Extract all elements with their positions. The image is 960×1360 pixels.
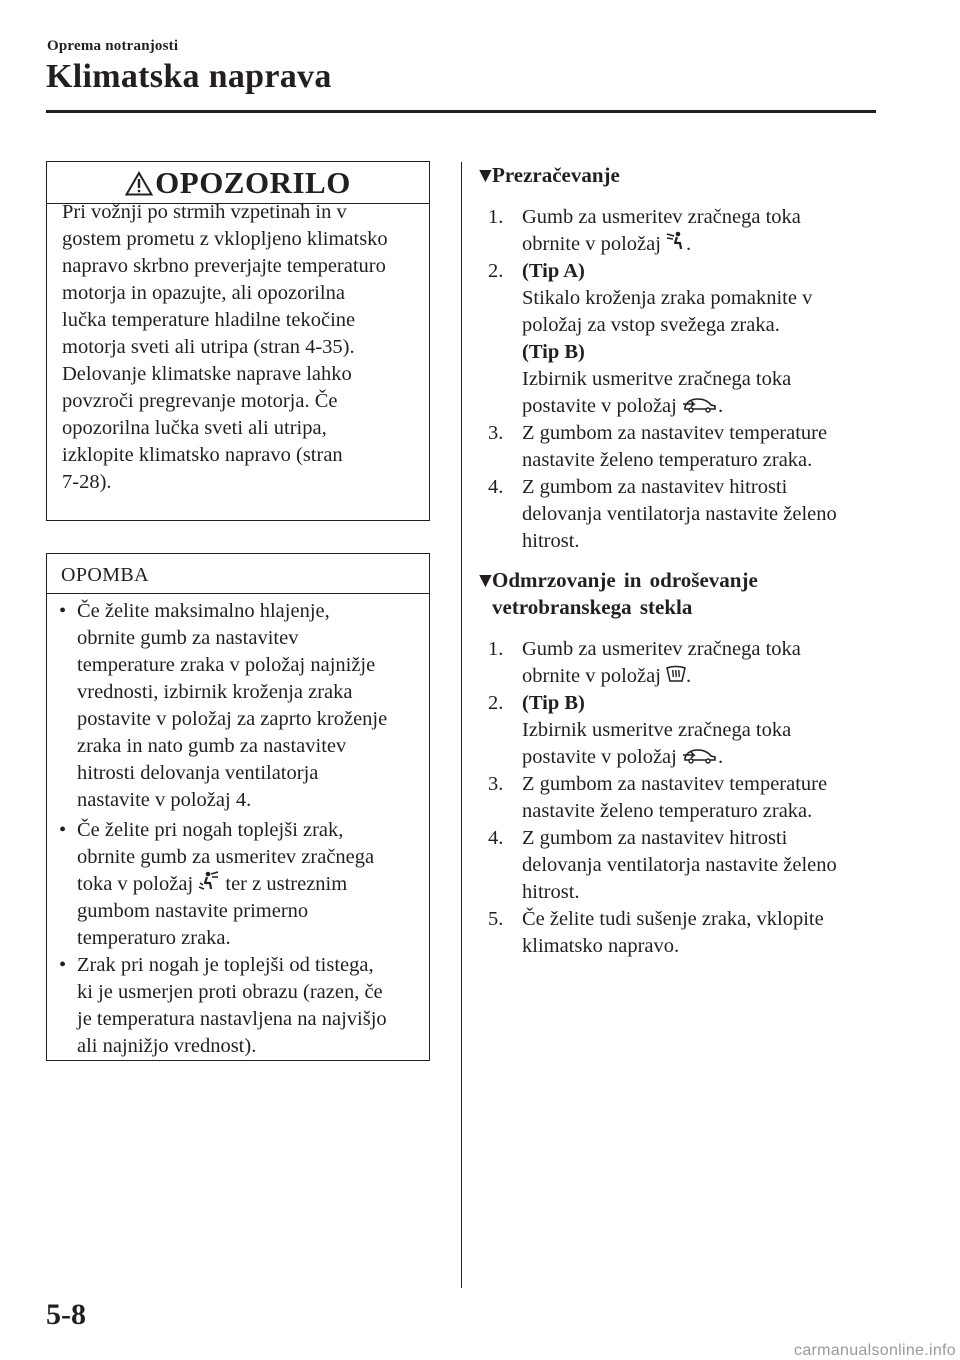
step-line-post: . <box>717 395 724 417</box>
defrost-step-1 <box>488 636 888 690</box>
note-bullet-line <box>77 871 419 898</box>
warning-triangle-icon <box>125 171 153 196</box>
fresh-air-icon <box>682 746 718 764</box>
title-rule <box>46 110 876 113</box>
step-body <box>488 690 888 771</box>
step-line: delovanja ventilatorja nastavite želeno <box>522 854 837 876</box>
step-number: 1. <box>488 638 504 660</box>
step-body <box>488 258 888 420</box>
page-number: 5-8 <box>46 1298 86 1331</box>
ventilation-step-4 <box>488 474 888 555</box>
tip-label: (Tip A) <box>522 260 585 282</box>
step-body <box>488 636 888 690</box>
step-number: 2. <box>488 260 504 282</box>
note-header <box>47 554 429 594</box>
note-bullet-line-pre: toka v položaj <box>77 873 194 895</box>
note-title: OPOMBA <box>61 564 149 586</box>
page-title: Klimatska naprava <box>46 58 332 95</box>
step-line <box>522 231 888 258</box>
step-line: Z gumbom za nastavitev temperature <box>522 422 828 444</box>
bullet-dot: • <box>59 819 67 841</box>
section-triangle: ▼ <box>475 568 496 592</box>
step-line: položaj za vstop svežega zraka. <box>522 314 780 336</box>
tip-label: (Tip B) <box>522 692 585 714</box>
ventilation-step-3 <box>488 420 888 474</box>
step-body <box>488 420 888 474</box>
step-line: Z gumbom za nastavitev hitrosti <box>522 827 788 849</box>
step-number: 5. <box>488 908 504 930</box>
defrost-step-3 <box>488 771 888 825</box>
note-bullet <box>59 952 419 1060</box>
step-line: Z gumbom za nastavitev hitrosti <box>522 476 788 498</box>
column-divider <box>461 162 462 1288</box>
step-line: nastavite želeno temperaturo zraka. <box>522 800 813 822</box>
ventilation-step-1 <box>488 204 888 258</box>
step-line: Z gumbom za nastavitev temperature <box>522 773 828 795</box>
step-line: Gumb za usmeritev zračnega toka <box>522 206 801 228</box>
warning-header <box>47 162 429 204</box>
step-line: Gumb za usmeritev zračnega toka <box>522 638 801 660</box>
step-body <box>488 204 888 258</box>
note-bullet-line: obrnite gumb za usmeritev zračnega <box>77 846 375 868</box>
step-line: hitrost. <box>522 881 580 903</box>
step-number: 1. <box>488 206 504 228</box>
step-number: 3. <box>488 773 504 795</box>
note-bullet-line: gumbom nastavite primerno <box>77 900 309 922</box>
note-bullet-text <box>59 817 419 952</box>
step-line <box>522 744 888 771</box>
step-line-pre: postavite v položaj <box>522 746 677 768</box>
step-number: 2. <box>488 692 504 714</box>
defrost-step-2 <box>488 690 888 771</box>
note-bullet-line: Če želite pri nogah toplejši zrak, <box>77 819 344 841</box>
step-line: hitrost. <box>522 530 580 552</box>
face-vent-icon <box>666 231 686 251</box>
section-heading-ventilation <box>475 162 620 189</box>
warning-title-text: OPOZORILO <box>155 165 351 200</box>
step-line <box>522 663 888 690</box>
step-line: delovanja ventilatorja nastavite želeno <box>522 503 837 525</box>
ventilation-step-2 <box>488 258 888 420</box>
note-bullet <box>59 817 419 952</box>
fresh-air-icon <box>682 395 718 413</box>
tip-label: (Tip B) <box>522 341 585 363</box>
step-body <box>488 474 888 555</box>
note-bullet-text: Zrak pri nogah je toplejši od tistega, ki je usmerjen proti obrazu (razen, če je temperatura nastavljena na najvišjo ali najnižjo vrednost). <box>77 954 387 1057</box>
section-heading-text: Prezračevanje <box>492 163 620 187</box>
warning-title <box>47 165 429 201</box>
step-line <box>522 393 888 420</box>
step-line: klimatsko napravo. <box>522 935 680 957</box>
step-line-post: . <box>717 746 724 768</box>
bilevel-vent-icon <box>198 871 220 891</box>
section-heading-text: Odmrzovanje in odroševanje vetrobranskega stekla <box>492 568 758 619</box>
breadcrumb: Oprema notranjosti <box>47 38 179 54</box>
step-line-pre: obrnite v položaj <box>522 233 661 255</box>
step-body <box>488 771 888 825</box>
note-bullet <box>59 598 419 814</box>
section-heading-defrost <box>475 567 758 621</box>
step-number: 4. <box>488 476 504 498</box>
note-bullet-line: temperaturo zraka. <box>77 927 231 949</box>
note-bullet-text: Če želite maksimalno hlajenje, obrnite gumb za nastavitev temperature zraka v položaj najnižje vrednosti, izbirnik kroženja zraka postavite v položaj za zaprto kroženje zraka in nato gumb za nastavitev hitrosti delovanja ventilatorja nastavite v položaj 4. <box>77 600 388 811</box>
windshield-defrost-icon <box>666 665 686 683</box>
step-line-pre: postavite v položaj <box>522 395 677 417</box>
step-line: Če želite tudi sušenje zraka, vklopite <box>522 908 824 930</box>
defrost-step-5 <box>488 906 888 960</box>
defrost-step-4 <box>488 825 888 906</box>
step-number: 4. <box>488 827 504 849</box>
step-body <box>488 906 888 960</box>
step-body <box>488 825 888 906</box>
step-line: nastavite želeno temperaturo zraka. <box>522 449 813 471</box>
note-bullet-line-post: ter z ustreznim <box>220 873 348 895</box>
section-triangle: ▼ <box>475 163 496 187</box>
step-line-post: . <box>686 233 692 255</box>
step-number: 3. <box>488 422 504 444</box>
watermark: carmanualsonline.info <box>794 1342 956 1359</box>
step-line-pre: obrnite v položaj <box>522 665 661 687</box>
step-line-post: . <box>686 665 692 687</box>
warning-text: Pri vožnji po strmih vzpetinah in v gostem prometu z vklopljeno klimatsko napravo skrbno preverjajte temperaturo motorja in opazujte, ali opozorilna lučka temperature hladilne tekočine motorja sveti ali utripa (stran 4-35). Delovanje klimatske naprave lahko povzroči pregrevanje motorja. Če opozorilna lučka sveti ali utripa, izklopite klimatsko napravo (stran 7-28). <box>62 201 388 493</box>
bullet-dot: • <box>59 600 67 622</box>
step-line: Izbirnik usmeritve zračnega toka <box>522 368 792 390</box>
bullet-dot: • <box>59 954 67 976</box>
step-line: Stikalo kroženja zraka pomaknite v <box>522 287 813 309</box>
step-line: Izbirnik usmeritve zračnega toka <box>522 719 792 741</box>
